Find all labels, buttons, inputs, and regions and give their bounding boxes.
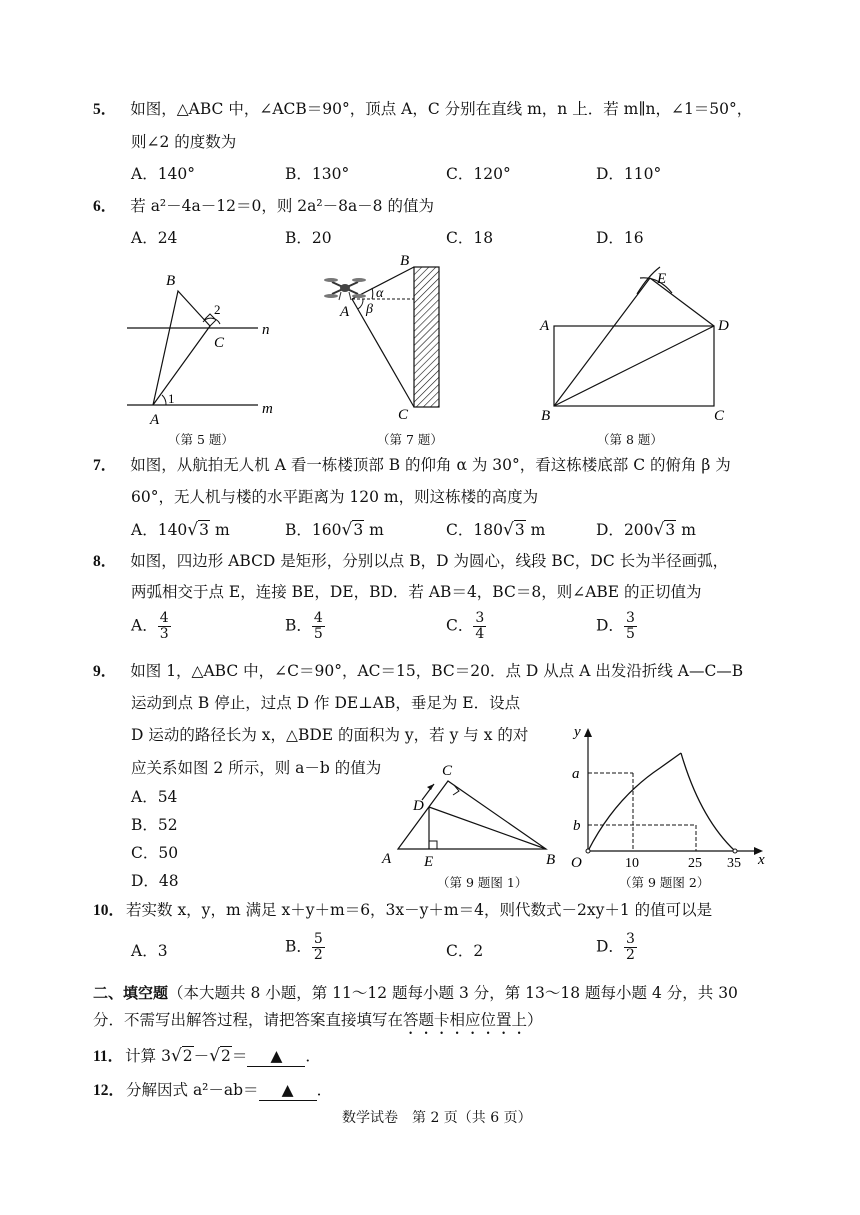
section2-title: 二、填空题 xyxy=(93,984,169,1002)
figure-8 xyxy=(539,267,729,424)
q5-number: 5． xyxy=(93,101,117,118)
q5-option-b: B．130° xyxy=(285,165,350,183)
figure-5-caption: （第 5 题） xyxy=(168,432,234,447)
label-c: C xyxy=(214,335,225,351)
q8-option-a: A． $\frac{4}{3}$ xyxy=(131,610,169,642)
figure-7-caption: （第 7 题） xyxy=(377,432,443,447)
q10-line1 xyxy=(93,900,712,921)
q9-option-b: B．52 xyxy=(131,816,178,834)
q5-line2: 则∠2 的度数为 xyxy=(131,133,237,151)
q8-line1 xyxy=(93,551,728,572)
q6-text1: 若 a²－4a－12＝0，则 2a²－8a－8 的值为 xyxy=(130,197,434,215)
segment-be xyxy=(554,278,650,406)
q10-text1: 若实数 x，y，m 满足 x＋y＋m＝6，3x－y＋m＝4，则代数式－2xy＋1 的值可以是 xyxy=(126,901,713,919)
label-n: n xyxy=(262,322,270,338)
label-b: B xyxy=(166,273,176,289)
q10-option-c: C．2 xyxy=(446,942,484,960)
q12-answer-blank: ▲ xyxy=(259,1080,317,1101)
building xyxy=(414,267,439,407)
label-b: B xyxy=(546,852,556,868)
label-angle-2: 2 xyxy=(214,302,221,317)
q12-line: 12． 分解因式 a²－ab＝ ▲ ． xyxy=(93,1081,333,1099)
tick-25: 25 xyxy=(688,856,702,871)
angle-1-arc xyxy=(162,395,166,405)
figures-row-5-7-8 xyxy=(0,250,860,450)
q5-text1: 如图，△ABC 中，∠ACB＝90°，顶点 A，C 分别在直线 m，n 上．若 m∥n，∠1＝50°， xyxy=(130,100,753,118)
q8-option-b: B． $\frac{4}{5}$ xyxy=(285,610,323,642)
q5-option-d: D．110° xyxy=(596,165,662,183)
figure-9-2-caption: （第 9 题图 2） xyxy=(619,875,710,890)
q10-option-a: A．3 xyxy=(131,942,168,960)
q9-text1: 如图 1，△ABC 中，∠C＝90°，AC＝15，BC＝20．点 D 从点 A 出发沿折线 A—C—B xyxy=(130,662,744,680)
label-alpha: α xyxy=(376,286,384,301)
label-m: m xyxy=(262,401,273,417)
q10-number: 10． xyxy=(93,902,125,919)
curve-segment-2 xyxy=(681,753,735,851)
q11-number: 11． xyxy=(93,1048,124,1065)
right-angle-e xyxy=(429,841,437,849)
q9-option-a: A．54 xyxy=(131,788,178,806)
label-e: E xyxy=(424,854,434,870)
label-x: x xyxy=(758,852,765,868)
arrow-head xyxy=(427,784,434,790)
label-o: O xyxy=(571,855,582,871)
label-d: D xyxy=(413,798,424,814)
q8-option-d: D． $\frac{3}{5}$ xyxy=(596,610,635,642)
q7-text1: 如图，从航拍无人机 A 看一栋楼顶部 B 的仰角 α 为 30°，看这栋楼底部 C 的俯角 β 为 xyxy=(130,456,731,474)
q6-option-c: C．18 xyxy=(446,229,494,247)
q7-line2: 60°，无人机与楼的水平距离为 120 m，则这栋楼的高度为 xyxy=(131,488,539,506)
alpha-arc xyxy=(372,288,373,299)
drone-icon xyxy=(324,278,366,300)
q9-option-d: D．48 xyxy=(131,872,179,890)
section2-line1 xyxy=(93,983,738,1003)
q7-option-c: C．180√3 m xyxy=(446,520,546,540)
origin-point xyxy=(586,849,590,853)
figure-9-1 xyxy=(375,760,575,875)
q10-option-d: D． $\frac{3}{2}$ xyxy=(596,931,635,963)
triangle-abc xyxy=(398,781,546,849)
sightline-ac xyxy=(352,299,414,407)
q6-option-a: A．24 xyxy=(131,229,178,247)
q11-line: 11． 计算 3√2－√2＝ ▲ ． xyxy=(93,1046,321,1066)
section2-desc1: （本大题共 8 小题，第 11～12 题每小题 3 分，第 13～18 题每小题 4 分，共 30 xyxy=(168,984,738,1002)
q8-line2: 两弧相交于点 E，连接 BE，DE，BD．若 AB＝4，BC＝8，则∠ABE 的正切值为 xyxy=(131,583,702,601)
figure-5 xyxy=(127,273,273,428)
tick-10: 10 xyxy=(625,856,639,871)
label-c: C xyxy=(442,763,453,779)
label-a: a xyxy=(572,766,580,782)
q8-number: 8． xyxy=(93,553,117,570)
label-c: C xyxy=(714,408,725,424)
q6-line1 xyxy=(93,196,434,217)
q10-option-b: B． $\frac{5}{2}$ xyxy=(285,931,323,963)
q9-number: 9． xyxy=(93,663,117,680)
beta-arc xyxy=(358,299,363,309)
figure-8-caption: （第 8 题） xyxy=(597,432,663,447)
label-beta: β xyxy=(366,302,373,317)
q9-line1 xyxy=(93,661,743,682)
q7-option-b: B．160√3 m xyxy=(285,520,384,540)
label-d: D xyxy=(718,318,729,334)
label-b: b xyxy=(573,818,581,834)
q6-number: 6． xyxy=(93,198,117,215)
label-e: E xyxy=(657,271,667,287)
figure-7 xyxy=(324,253,439,423)
q9-line3: D 运动的路径长为 x，△BDE 的面积为 y，若 y 与 x 的对 xyxy=(131,726,529,744)
section2-emphasis: 答题卡相应位置上 xyxy=(403,1011,528,1029)
q9-line2: 运动到点 B 停止，过点 D 作 DE⊥AB，垂足为 E．设点 xyxy=(131,694,521,712)
figure-9-1-caption: （第 9 题图 1） xyxy=(437,875,528,890)
q9-line4: 应关系如图 2 所示，则 a－b 的值为 xyxy=(131,759,382,777)
q7-number: 7． xyxy=(93,457,117,474)
q8-option-c: C． $\frac{3}{4}$ xyxy=(446,610,485,642)
segment-db xyxy=(429,807,546,849)
y-axis-arrow xyxy=(584,728,592,737)
q11-answer-blank: ▲ xyxy=(247,1046,305,1067)
endpoint-35 xyxy=(733,849,737,853)
q7-line1 xyxy=(93,455,731,476)
label-y: y xyxy=(574,724,581,740)
label-b: B xyxy=(541,408,551,424)
label-a: A xyxy=(340,304,350,320)
section2-line2: 分．不需写出解答过程，请把答案直接填写在答题卡相应位置上） xyxy=(93,1011,543,1029)
label-a: A xyxy=(382,851,392,867)
q5-line1 xyxy=(93,99,752,120)
q7-option-a: A．140√3 m xyxy=(131,520,230,540)
segment-bd xyxy=(554,326,714,406)
label-c: C xyxy=(398,407,409,423)
label-a: A xyxy=(540,318,550,334)
figure-9-2 xyxy=(560,718,780,876)
label-angle-1: 1 xyxy=(168,391,175,406)
q7-option-d: D．200√3 m xyxy=(596,520,696,540)
q8-text1: 如图，四边形 ABCD 是矩形，分别以点 B，D 为圆心，线段 BC，DC 长为半径画弧， xyxy=(130,552,729,570)
q5-option-a: A．140° xyxy=(131,165,196,183)
q12-number: 12． xyxy=(93,1082,125,1099)
q9-option-c: C．50 xyxy=(131,844,179,862)
triangle-abc xyxy=(153,291,210,405)
tick-35: 35 xyxy=(727,856,741,871)
page-footer: 数学试卷 第 2 页（共 6 页） xyxy=(342,1110,532,1126)
q6-option-d: D．16 xyxy=(596,229,644,247)
q5-option-c: C．120° xyxy=(446,165,511,183)
curve-segment-1 xyxy=(588,753,681,851)
label-a: A xyxy=(150,412,160,428)
q6-option-b: B．20 xyxy=(285,229,332,247)
label-b: B xyxy=(400,253,410,269)
